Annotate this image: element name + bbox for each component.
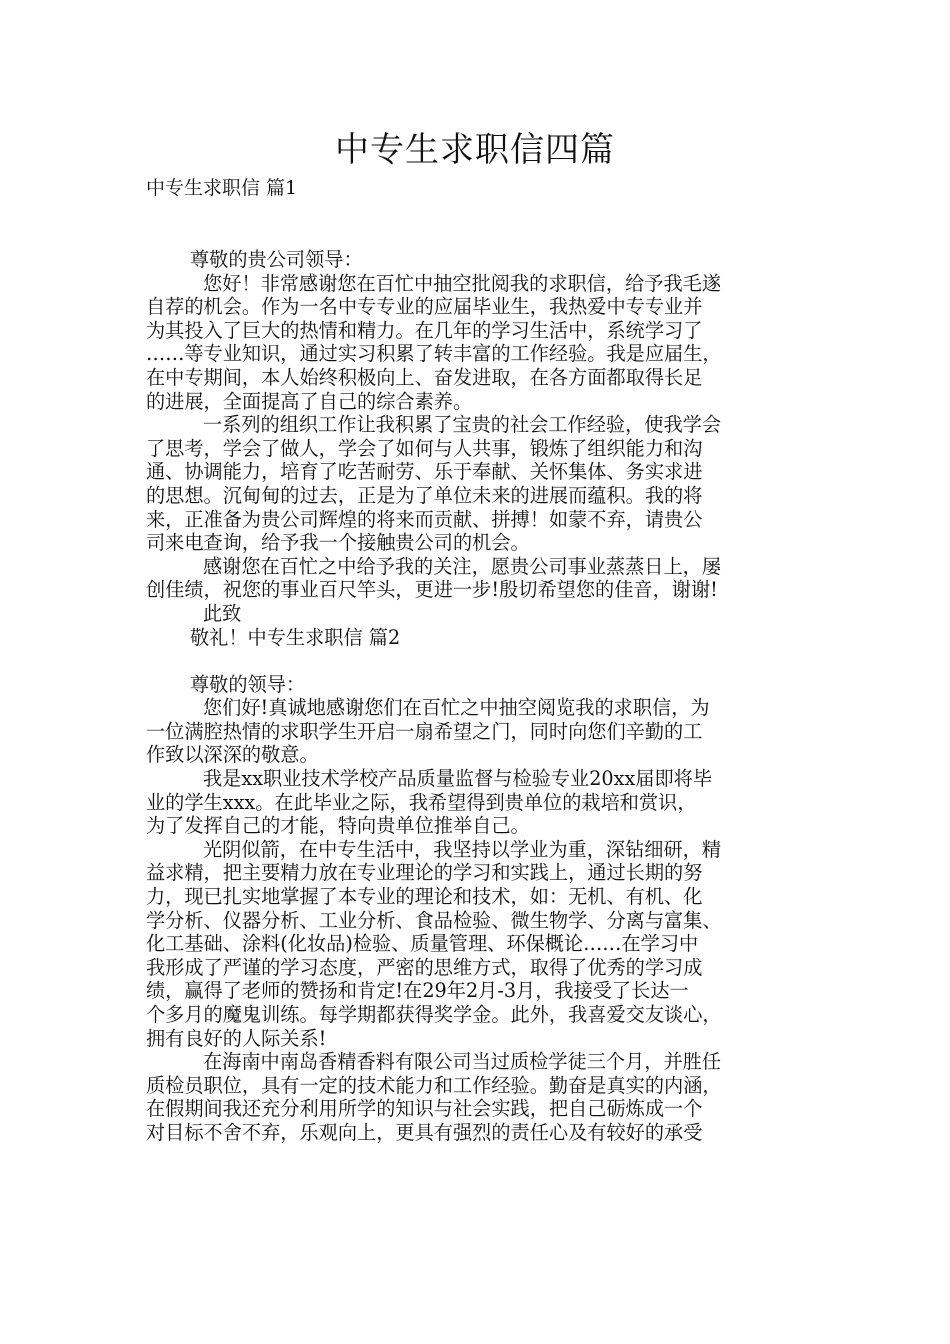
- text-line: 您好！非常感谢您在百忙中抽空批阅我的求职信，给予我毛遂: [203, 271, 722, 295]
- text-line: 了思考，学会了做人，学会了如何与人共事，锻炼了组织能力和沟: [146, 436, 703, 460]
- text-line: 质检员职位，具有一定的技术能力和工作经验。勤奋是真实的内涵，: [146, 1073, 722, 1097]
- text-line: 的进展，全面提高了自己的综合素养。: [146, 389, 473, 413]
- document-title: 中专生求职信四篇: [335, 130, 615, 170]
- text-line: 的思想。沉甸甸的过去，正是为了单位未来的进展而蕴积。我的将: [146, 483, 703, 507]
- text-line: 拥有良好的人际关系!: [146, 1026, 327, 1050]
- text-line: 化工基础、涂料(化妆品)检验、质量管理、环保概论……在学习中: [146, 932, 699, 956]
- text-line: 绩，赢得了老师的赞扬和肯定!在29年2月-3月，我接受了长达一: [146, 979, 689, 1003]
- text-line: 我形成了严谨的学习态度，严密的思维方式，取得了优秀的学习成: [146, 955, 703, 979]
- text-line: 尊敬的贵公司领导：: [190, 248, 363, 271]
- text-line: 一系列的组织工作让我积累了宝贵的社会工作经验，使我学会: [203, 413, 722, 437]
- text-line: 您们好!真诚地感谢您们在百忙之中抽空阅览我的求职信，为: [203, 696, 710, 720]
- text-line: 来，正准备为贵公司辉煌的将来而贡献、拼搏！如蒙不弃，请贵公: [146, 507, 703, 531]
- text-line: 创佳绩，祝您的事业百尺竿头，更进一步!殷切希望您的佳音，谢谢!: [146, 578, 718, 602]
- text-line: 对目标不舍不弃，乐观向上，更具有强烈的责任心及有较好的承受: [146, 1120, 703, 1144]
- text-line: 感谢您在百忙之中给予我的关注，愿贵公司事业蒸蒸日上，屡: [203, 554, 722, 578]
- text-line: 作致以深深的敬意。: [146, 743, 319, 767]
- letter-body: [146, 248, 826, 1145]
- text-line: 为其投入了巨大的热情和精力。在几年的学习生活中，系统学习了: [146, 318, 703, 342]
- text-line: ……等专业知识，通过实习积累了转丰富的工作经验。我是应届生，: [146, 342, 722, 366]
- text-line: 益求精，把主要精力放在专业理论的学习和实践上，通过长期的努: [146, 861, 703, 885]
- text-line: 光阴似箭，在中专生活中，我坚持以学业为重，深钻细研，精: [203, 837, 722, 861]
- text-line: 个多月的魔鬼训练。每学期都获得奖学金。此外，我喜爱交友谈心，: [146, 1003, 722, 1026]
- text-line: 此致: [203, 601, 242, 625]
- text-line: 一位满腔热情的求职学生开启一扇希望之门，同时向您们辛勤的工: [146, 719, 703, 743]
- text-line: 力，现已扎实地掌握了本专业的理论和技术，如：无机、有机、化: [146, 885, 703, 909]
- text-line: 通、协调能力，培育了吃苦耐劳、乐于奉献、关怀集体、务实求进: [146, 460, 703, 484]
- text-line: 敬礼！中专生求职信 篇2: [190, 625, 401, 649]
- text-line: 在海南中南岛香精香料有限公司当过质检学徒三个月，并胜任: [203, 1050, 722, 1074]
- text-line: 在中专期间，本人始终积极向上、奋发进取，在各方面都取得长足: [146, 365, 703, 389]
- text-line: 学分析、仪器分析、工业分析、食品检验、微生物学、分离与富集、: [146, 908, 722, 932]
- text-line: 在假期间我还充分利用所学的知识与社会实践，把自己砺炼成一个: [146, 1097, 703, 1121]
- text-line: 自荐的机会。作为一名中专专业的应届毕业生，我热爱中专专业并: [146, 295, 703, 319]
- section-heading-1: 中专生求职信 篇1: [146, 177, 298, 199]
- text-line: 司来电查询，给予我一个接触贵公司的机会。: [146, 531, 530, 555]
- text-line: 我是xx职业技术学校产品质量监督与检验专业20xx届即将毕: [203, 767, 713, 791]
- text-line: 业的学生xxx。在此毕业之际，我希望得到贵单位的栽培和赏识，: [146, 790, 697, 814]
- text-line: 为了发挥自己的才能，特向贵单位推举自己。: [146, 814, 530, 838]
- text-line: 尊敬的领导：: [190, 672, 306, 696]
